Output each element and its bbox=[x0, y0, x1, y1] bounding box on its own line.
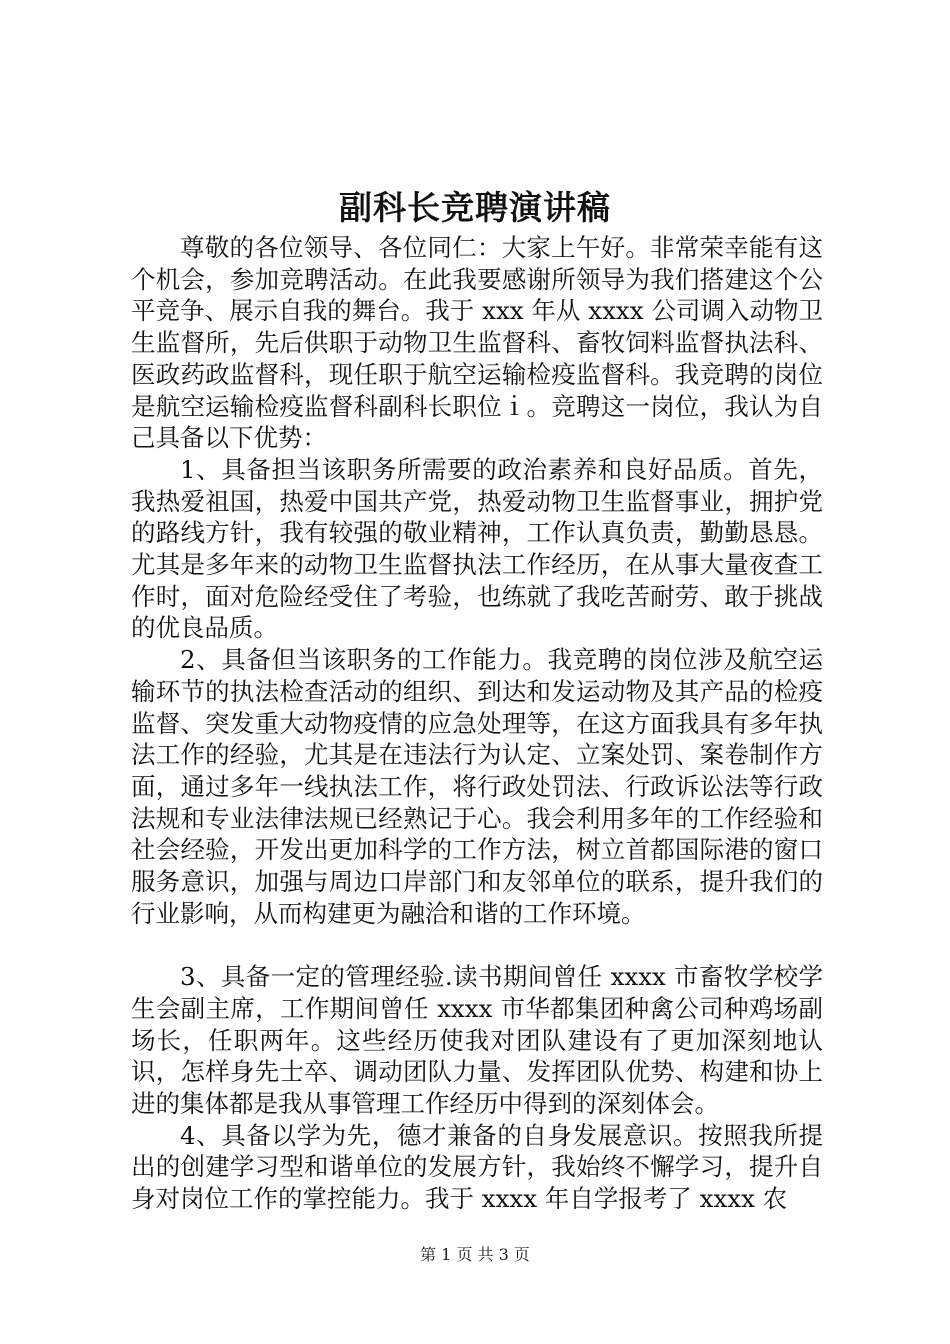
paragraph-point-3: 3、具备一定的管理经验.读书期间曾任 xxxx 市畜牧学校学生会副主席，工作期间曾任 xxxx 市华都集团种禽公司种鸡场副场长，任职两年。这些经历使我对团队建设有了更加深刻地认识，怎样身先士卒、调动团队力量、发挥团队优势、构建和协上进的集体都是我从事管理工作经历中得到的深刻体会。 bbox=[131, 962, 823, 1118]
paragraph-point-4: 4、具备以学为先，德才兼备的自身发展意识。按照我所提出的创建学习型和谐单位的发展方针，我始终不懈学习，提升自身对岗位工作的掌控能力。我于 xxxx 年自学报考了 xxxx 农 bbox=[131, 1120, 823, 1214]
document-body bbox=[131, 232, 823, 1215]
paragraph-point-1: 1、具备担当该职务所需要的政治素养和良好品质。首先，我热爱祖国，热爱中国共产党，热爱动物卫生监督事业，拥护党的路线方针，我有较强的敬业精神，工作认真负责，勤勤恳恳。尤其是多年来的动物卫生监督执法工作经历，在从事大量夜查工作时，面对危险经受住了考验，也练就了我吃苦耐劳、敢于挑战的优良品质。 bbox=[131, 454, 823, 643]
page-number-footer: 第 1 页 共 3 页 bbox=[420, 1245, 530, 1264]
paragraph-intro: 尊敬的各位领导、各位同仁：大家上午好。非常荣幸能有这个机会，参加竞聘活动。在此我要感谢所领导为我们搭建这个公平竞争、展示自我的舞台。我于 xxx 年从 xxxx 公司调入动物卫生监督所，先后供职于动物卫生监督科、畜牧饲料监督执法科、医政药政监督科，现任职于航空运输检疫监督科。我竞聘的岗位是航空运输检疫监督科副科长职位ｉ。竞聘这一岗位，我认为自己具备以下优势： bbox=[131, 233, 823, 453]
paragraph-point-2: 2、具备但当该职务的工作能力。我竞聘的岗位涉及航空运输环节的执法检查活动的组织、到达和发运动物及其产品的检疫监督、突发重大动物疫情的应急处理等，在这方面我具有多年执法工作的经验，尤其是在违法行为认定、立案处罚、案卷制作方面，通过多年一线执法工作，将行政处罚法、行政诉讼法等行政法规和专业法律法规已经熟记于心。我会利用多年的工作经验和社会经验，开发出更加科学的工作方法，树立首都国际港的窗口服务意识，加强与周边口岸部门和友邻单位的联系，提升我们的行业影响，从而构建更为融洽和谐的工作环境。 bbox=[131, 645, 823, 928]
document-title: 副科长竞聘演讲稿 bbox=[339, 188, 611, 227]
